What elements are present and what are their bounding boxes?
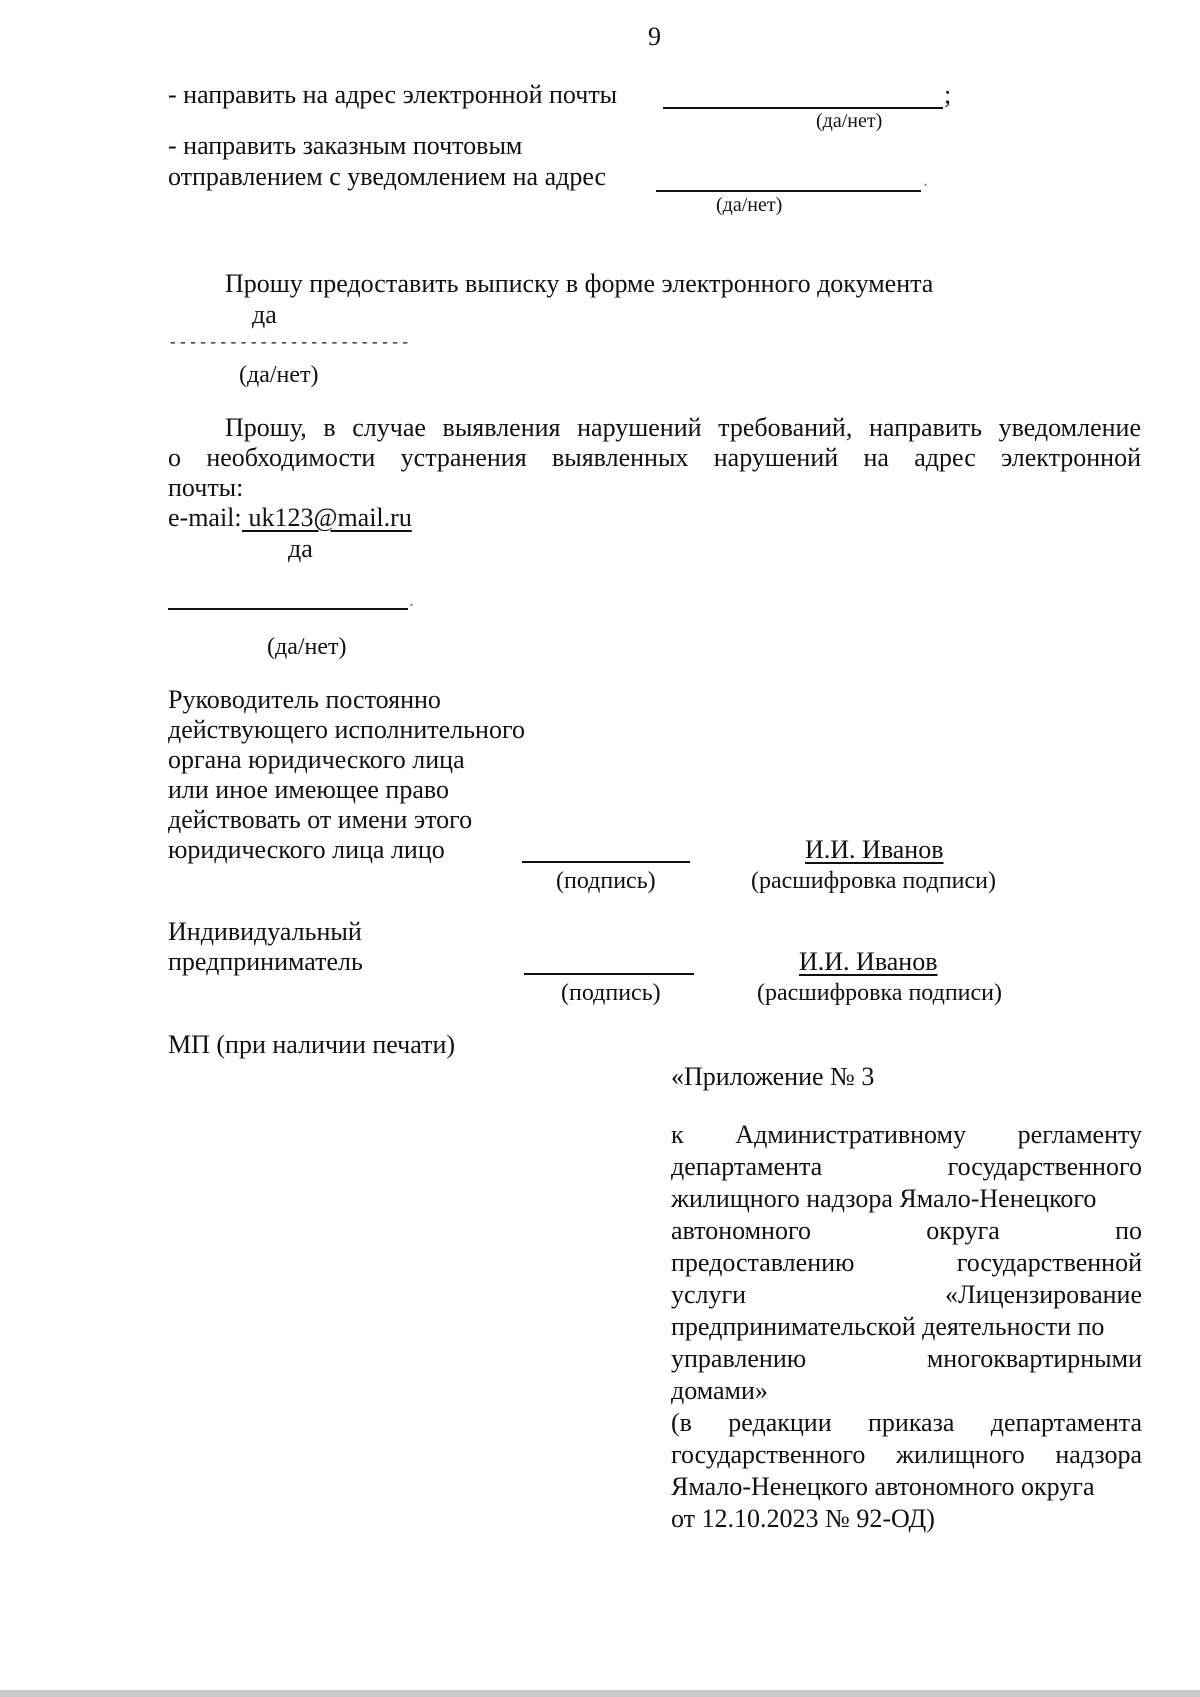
head-role-line: действующего исполнительного xyxy=(168,715,525,744)
violation-hint: (да/нет) xyxy=(267,634,347,660)
entrepreneur-name-hint: (расшифровка подписи) xyxy=(757,980,1002,1006)
head-role-line: органа юридического лица xyxy=(168,745,465,774)
head-signature-hint: (подпись) xyxy=(556,868,656,894)
head-role-line: или иное имеющее право xyxy=(168,775,449,804)
head-signature-line xyxy=(522,861,690,863)
entrepreneur-signature-hint: (подпись) xyxy=(561,980,661,1006)
email-send-semicolon: ; xyxy=(944,80,952,109)
violation-notice-line1: Прошу, в случае выявления нарушений требований, направить уведомление xyxy=(225,413,1141,442)
email-send-answer-line xyxy=(663,107,943,109)
appendix-line: автономного округа по xyxy=(671,1216,1142,1245)
violation-answer-line xyxy=(168,608,408,610)
post-send-mark: . xyxy=(923,169,928,191)
head-role-line: Руководитель постоянно xyxy=(168,685,441,714)
appendix-title: «Приложение № 3 xyxy=(671,1062,875,1091)
appendix-line: управлению многоквартирными xyxy=(671,1344,1142,1373)
appendix-line: к Административному регламенту xyxy=(671,1120,1142,1149)
extract-request-dashes: ------------------------ xyxy=(168,334,411,352)
email-send-hint: (да/нет) xyxy=(816,110,883,132)
appendix-line: услуги «Лицензирование xyxy=(671,1280,1142,1309)
post-send-line2: отправлением с уведомлением на адрес xyxy=(168,162,607,191)
entrepreneur-role-line: Индивидуальный xyxy=(168,917,362,946)
extract-request-answer: да xyxy=(252,300,277,329)
head-role-line: действовать от имени этого xyxy=(168,805,473,834)
page-bottom-edge xyxy=(0,1690,1200,1697)
stamp-note: МП (при наличии печати) xyxy=(168,1030,456,1059)
post-send-line1: - направить заказным почтовым xyxy=(168,131,523,160)
appendix-line: от 12.10.2023 № 92-ОД) xyxy=(671,1504,935,1533)
entrepreneur-signature-line xyxy=(524,973,694,975)
head-role-line: юридического лица лицо xyxy=(168,835,445,864)
post-send-hint: (да/нет) xyxy=(716,194,783,216)
extract-request-text: Прошу предоставить выписку в форме электронного документа xyxy=(225,269,934,298)
appendix-line: жилищного надзора Ямало-Ненецкого xyxy=(671,1184,1097,1213)
appendix-line: (в редакции приказа департамента xyxy=(671,1408,1142,1437)
appendix-line: департамента государственного xyxy=(671,1152,1142,1181)
violation-email-value: uk123@mail.ru xyxy=(242,503,412,532)
violation-answer: да xyxy=(288,534,313,563)
appendix-line: государственного жилищного надзора xyxy=(671,1440,1142,1469)
violation-email-label: e-mail: xyxy=(168,503,242,532)
appendix-line: домами» xyxy=(671,1376,768,1405)
head-signer-name: И.И. Иванов xyxy=(805,835,944,864)
violation-notice-line3: почты: xyxy=(168,473,244,502)
appendix-line: предоставлению государственной xyxy=(671,1248,1142,1277)
entrepreneur-role-line: предприниматель xyxy=(168,947,363,976)
email-send-label: - направить на адрес электронной почты xyxy=(168,80,618,109)
appendix-line: предпринимательской деятельности по xyxy=(671,1312,1105,1341)
head-name-hint: (расшифровка подписи) xyxy=(751,868,996,894)
page-number: 9 xyxy=(648,22,661,51)
violation-notice-line2: о необходимости устранения выявленных нарушений на адрес электронной xyxy=(168,443,1141,472)
violation-mark: . xyxy=(409,589,414,611)
extract-request-hint: (да/нет) xyxy=(239,362,319,388)
post-send-answer-line xyxy=(656,190,921,192)
entrepreneur-signer-name: И.И. Иванов xyxy=(799,947,938,976)
appendix-line: Ямало-Ненецкого автономного округа xyxy=(671,1472,1095,1501)
